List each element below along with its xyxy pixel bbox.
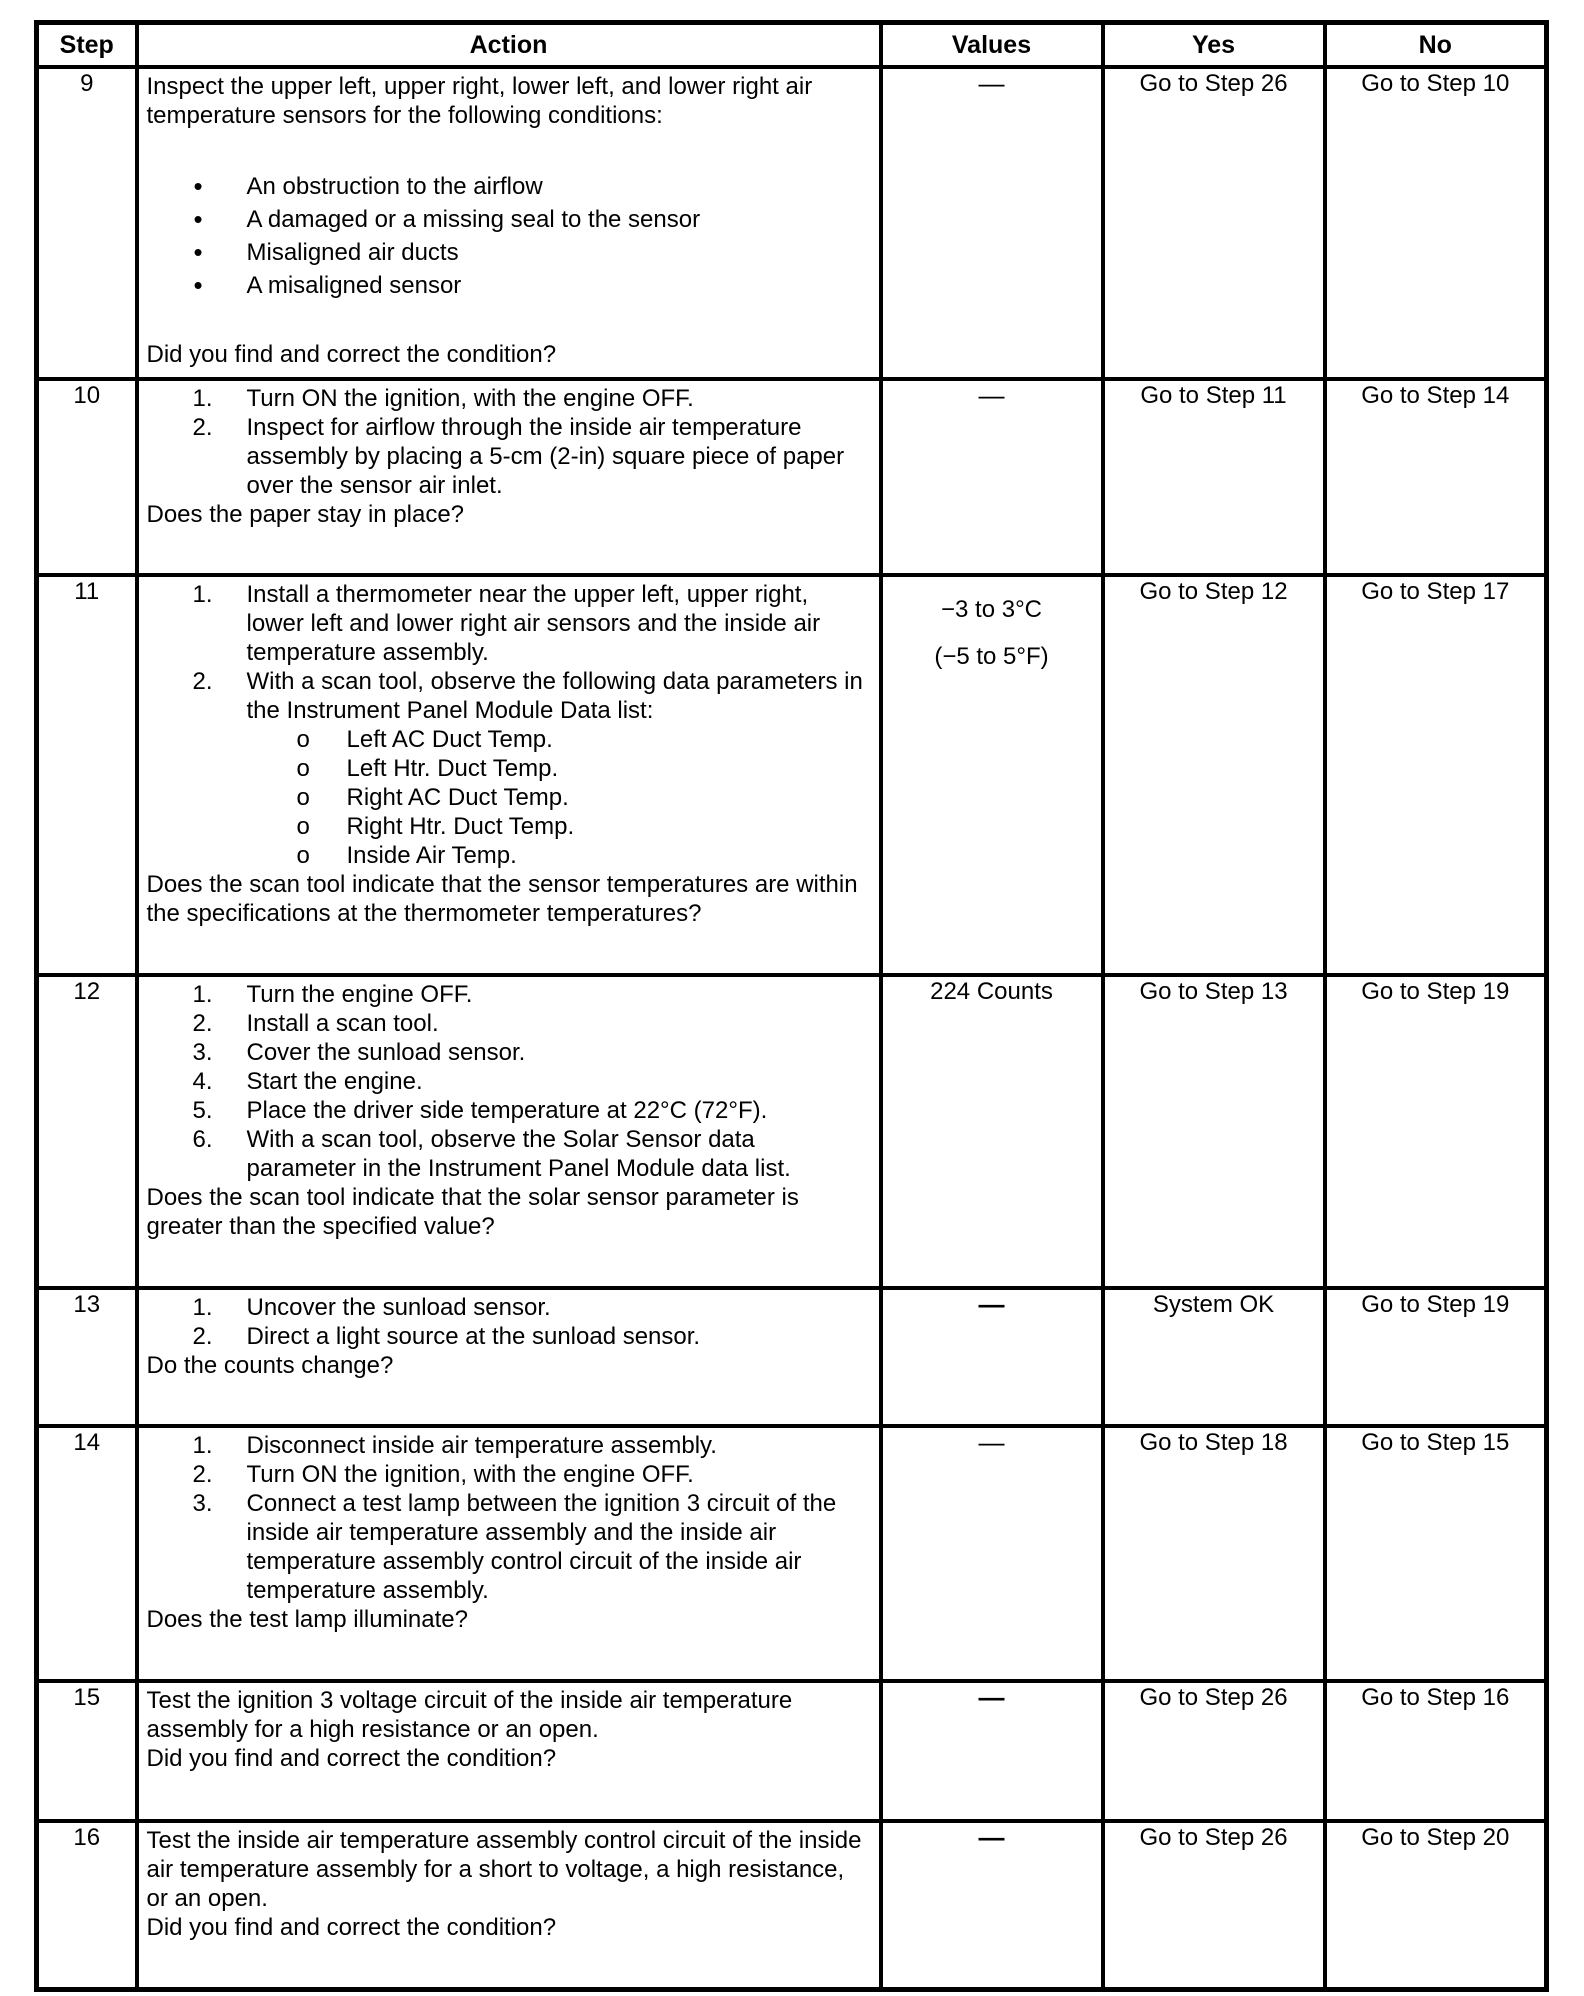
table-row-step-13 [37, 1288, 1547, 1426]
value-text: — [978, 1682, 1005, 1712]
action-question: Did you find and correct the condition? [146, 1914, 557, 1941]
list-item: • A misaligned sensor [147, 269, 871, 302]
yes-cell: Go to Step 26 [1103, 1821, 1325, 1989]
value-text: — [978, 380, 1005, 410]
list-item: • A damaged or a missing seal to the sensor [147, 203, 871, 236]
value-text: — [978, 1427, 1005, 1457]
no-cell: Go to Step 15 [1325, 1426, 1547, 1681]
value-text: — [978, 1289, 1005, 1319]
yes-cell: System OK [1103, 1288, 1325, 1426]
no-cell: Go to Step 19 [1325, 1288, 1547, 1426]
action-cell [137, 379, 881, 575]
action-intro: Test the inside air temperature assembly control circuit of the inside air temperature assembly for a short to voltage, a high resistance, or an open. [146, 1827, 862, 1912]
list-item: 2. Inspect for airflow through the inside air temperature assembly by placing a 5-cm (2-in) square piece of paper over the sensor air inlet. [192, 414, 845, 499]
header-yes: Yes [1103, 23, 1325, 68]
list-item: • Misaligned air ducts [147, 236, 871, 269]
no-cell: Go to Step 20 [1325, 1821, 1547, 1989]
numbered-list [147, 1431, 871, 1605]
action-cell [137, 1681, 881, 1821]
yes-cell: Go to Step 18 [1103, 1426, 1325, 1681]
list-item: 2. Direct a light source at the sunload sensor. [192, 1323, 701, 1350]
action-intro: Test the ignition 3 voltage circuit of the inside air temperature assembly for a high resistance or an open. [146, 1687, 793, 1743]
values-cell [881, 379, 1103, 575]
table-row-step-12 [37, 975, 1547, 1288]
action-cell [137, 975, 881, 1288]
no-cell: Go to Step 16 [1325, 1681, 1547, 1821]
step-number: 15 [37, 1681, 137, 1821]
step-number: 11 [37, 575, 137, 975]
value-fahrenheit: (−5 to 5°F) [934, 643, 1049, 670]
header-row [37, 23, 1547, 68]
list-item: 1. Turn the engine OFF. [192, 981, 473, 1008]
yes-cell: Go to Step 12 [1103, 575, 1325, 975]
value-text: — [978, 68, 1005, 98]
values-cell [881, 1681, 1103, 1821]
numbered-list [147, 980, 871, 1183]
step-number: 12 [37, 975, 137, 1288]
action-intro: Inspect the upper left, upper right, lower left, and lower right air temperature sensors for the following conditions: [146, 73, 813, 129]
list-item: 5. Place the driver side temperature at 22°C (72°F). [192, 1097, 768, 1124]
values-cell [881, 67, 1103, 379]
action-question: Does the test lamp illuminate? [146, 1606, 468, 1633]
action-question: Does the paper stay in place? [146, 501, 465, 528]
values-cell [881, 1288, 1103, 1426]
table-row-step-15 [37, 1681, 1547, 1821]
table-row-step-9 [37, 67, 1547, 379]
list-item: 1. Install a thermometer near the upper left, upper right, lower left and lower right air sensors and the inside air temperature assembly. [192, 581, 821, 666]
action-question: Do the counts change? [146, 1352, 394, 1379]
step-number: 9 [37, 67, 137, 379]
action-question: Does the scan tool indicate that the solar sensor parameter is greater than the specified value? [146, 1184, 799, 1240]
numbered-list [147, 384, 871, 500]
list-item: 1. Disconnect inside air temperature assembly. [192, 1432, 717, 1459]
list-item: 2. With a scan tool, observe the following data parameters in the Instrument Panel Module Data list: [192, 668, 863, 724]
values-cell [881, 575, 1103, 975]
list-item: 3. Cover the sunload sensor. [192, 1039, 526, 1066]
list-item: 6. With a scan tool, observe the Solar Sensor data parameter in the Instrument Panel Module data list. [192, 1126, 791, 1182]
no-cell: Go to Step 17 [1325, 575, 1547, 975]
table-row-step-14 [37, 1426, 1547, 1681]
step-number: 16 [37, 1821, 137, 1989]
list-item: 2. Install a scan tool. [192, 1010, 439, 1037]
value-celsius: −3 to 3°C [941, 596, 1042, 623]
list-item: 1. Turn ON the ignition, with the engine OFF. [192, 385, 694, 412]
list-item: o Inside Air Temp. [147, 841, 871, 870]
step-number: 13 [37, 1288, 137, 1426]
action-cell [137, 1426, 881, 1681]
step-number: 14 [37, 1426, 137, 1681]
no-cell: Go to Step 10 [1325, 67, 1547, 379]
action-question: Does the scan tool indicate that the sensor temperatures are within the specifications at the thermometer temperatures? [146, 871, 858, 927]
action-cell [137, 1821, 881, 1989]
yes-cell: Go to Step 11 [1103, 379, 1325, 575]
header-values: Values [881, 23, 1103, 68]
list-item: o Left AC Duct Temp. [147, 725, 871, 754]
list-item: • An obstruction to the airflow [147, 170, 871, 203]
no-cell: Go to Step 19 [1325, 975, 1547, 1288]
list-item: o Right AC Duct Temp. [147, 783, 871, 812]
yes-cell: Go to Step 26 [1103, 67, 1325, 379]
values-cell [881, 1426, 1103, 1681]
list-item: 2. Turn ON the ignition, with the engine OFF. [192, 1461, 694, 1488]
action-cell [137, 1288, 881, 1426]
no-cell: Go to Step 14 [1325, 379, 1547, 575]
list-item: 4. Start the engine. [192, 1068, 423, 1095]
condition-list [147, 170, 871, 302]
header-action: Action [137, 23, 881, 68]
action-question: Did you find and correct the condition? [146, 341, 557, 368]
table-row-step-10 [37, 379, 1547, 575]
action-question: Did you find and correct the condition? [146, 1745, 557, 1772]
list-item: 1. Uncover the sunload sensor. [192, 1294, 551, 1321]
yes-cell: Go to Step 13 [1103, 975, 1325, 1288]
diagnostic-table [34, 20, 1549, 1992]
numbered-list [147, 1293, 871, 1351]
yes-cell: Go to Step 26 [1103, 1681, 1325, 1821]
step-number: 10 [37, 379, 137, 575]
header-step: Step [37, 23, 137, 68]
header-no: No [1325, 23, 1547, 68]
value-text: — [978, 1822, 1005, 1852]
action-cell [137, 67, 881, 379]
values-cell: 224 Counts [881, 975, 1103, 1288]
list-item: 3. Connect a test lamp between the ignition 3 circuit of the inside air temperature assembly and the inside air temperature assembly control circuit of the inside air temperature assembly. [192, 1490, 837, 1604]
parameter-list [147, 725, 871, 870]
list-item: o Left Htr. Duct Temp. [147, 754, 871, 783]
table-row-step-11 [37, 575, 1547, 975]
action-cell [137, 575, 881, 975]
table-row-step-16 [37, 1821, 1547, 1989]
list-item: o Right Htr. Duct Temp. [147, 812, 871, 841]
values-cell [881, 1821, 1103, 1989]
numbered-list [147, 580, 871, 725]
